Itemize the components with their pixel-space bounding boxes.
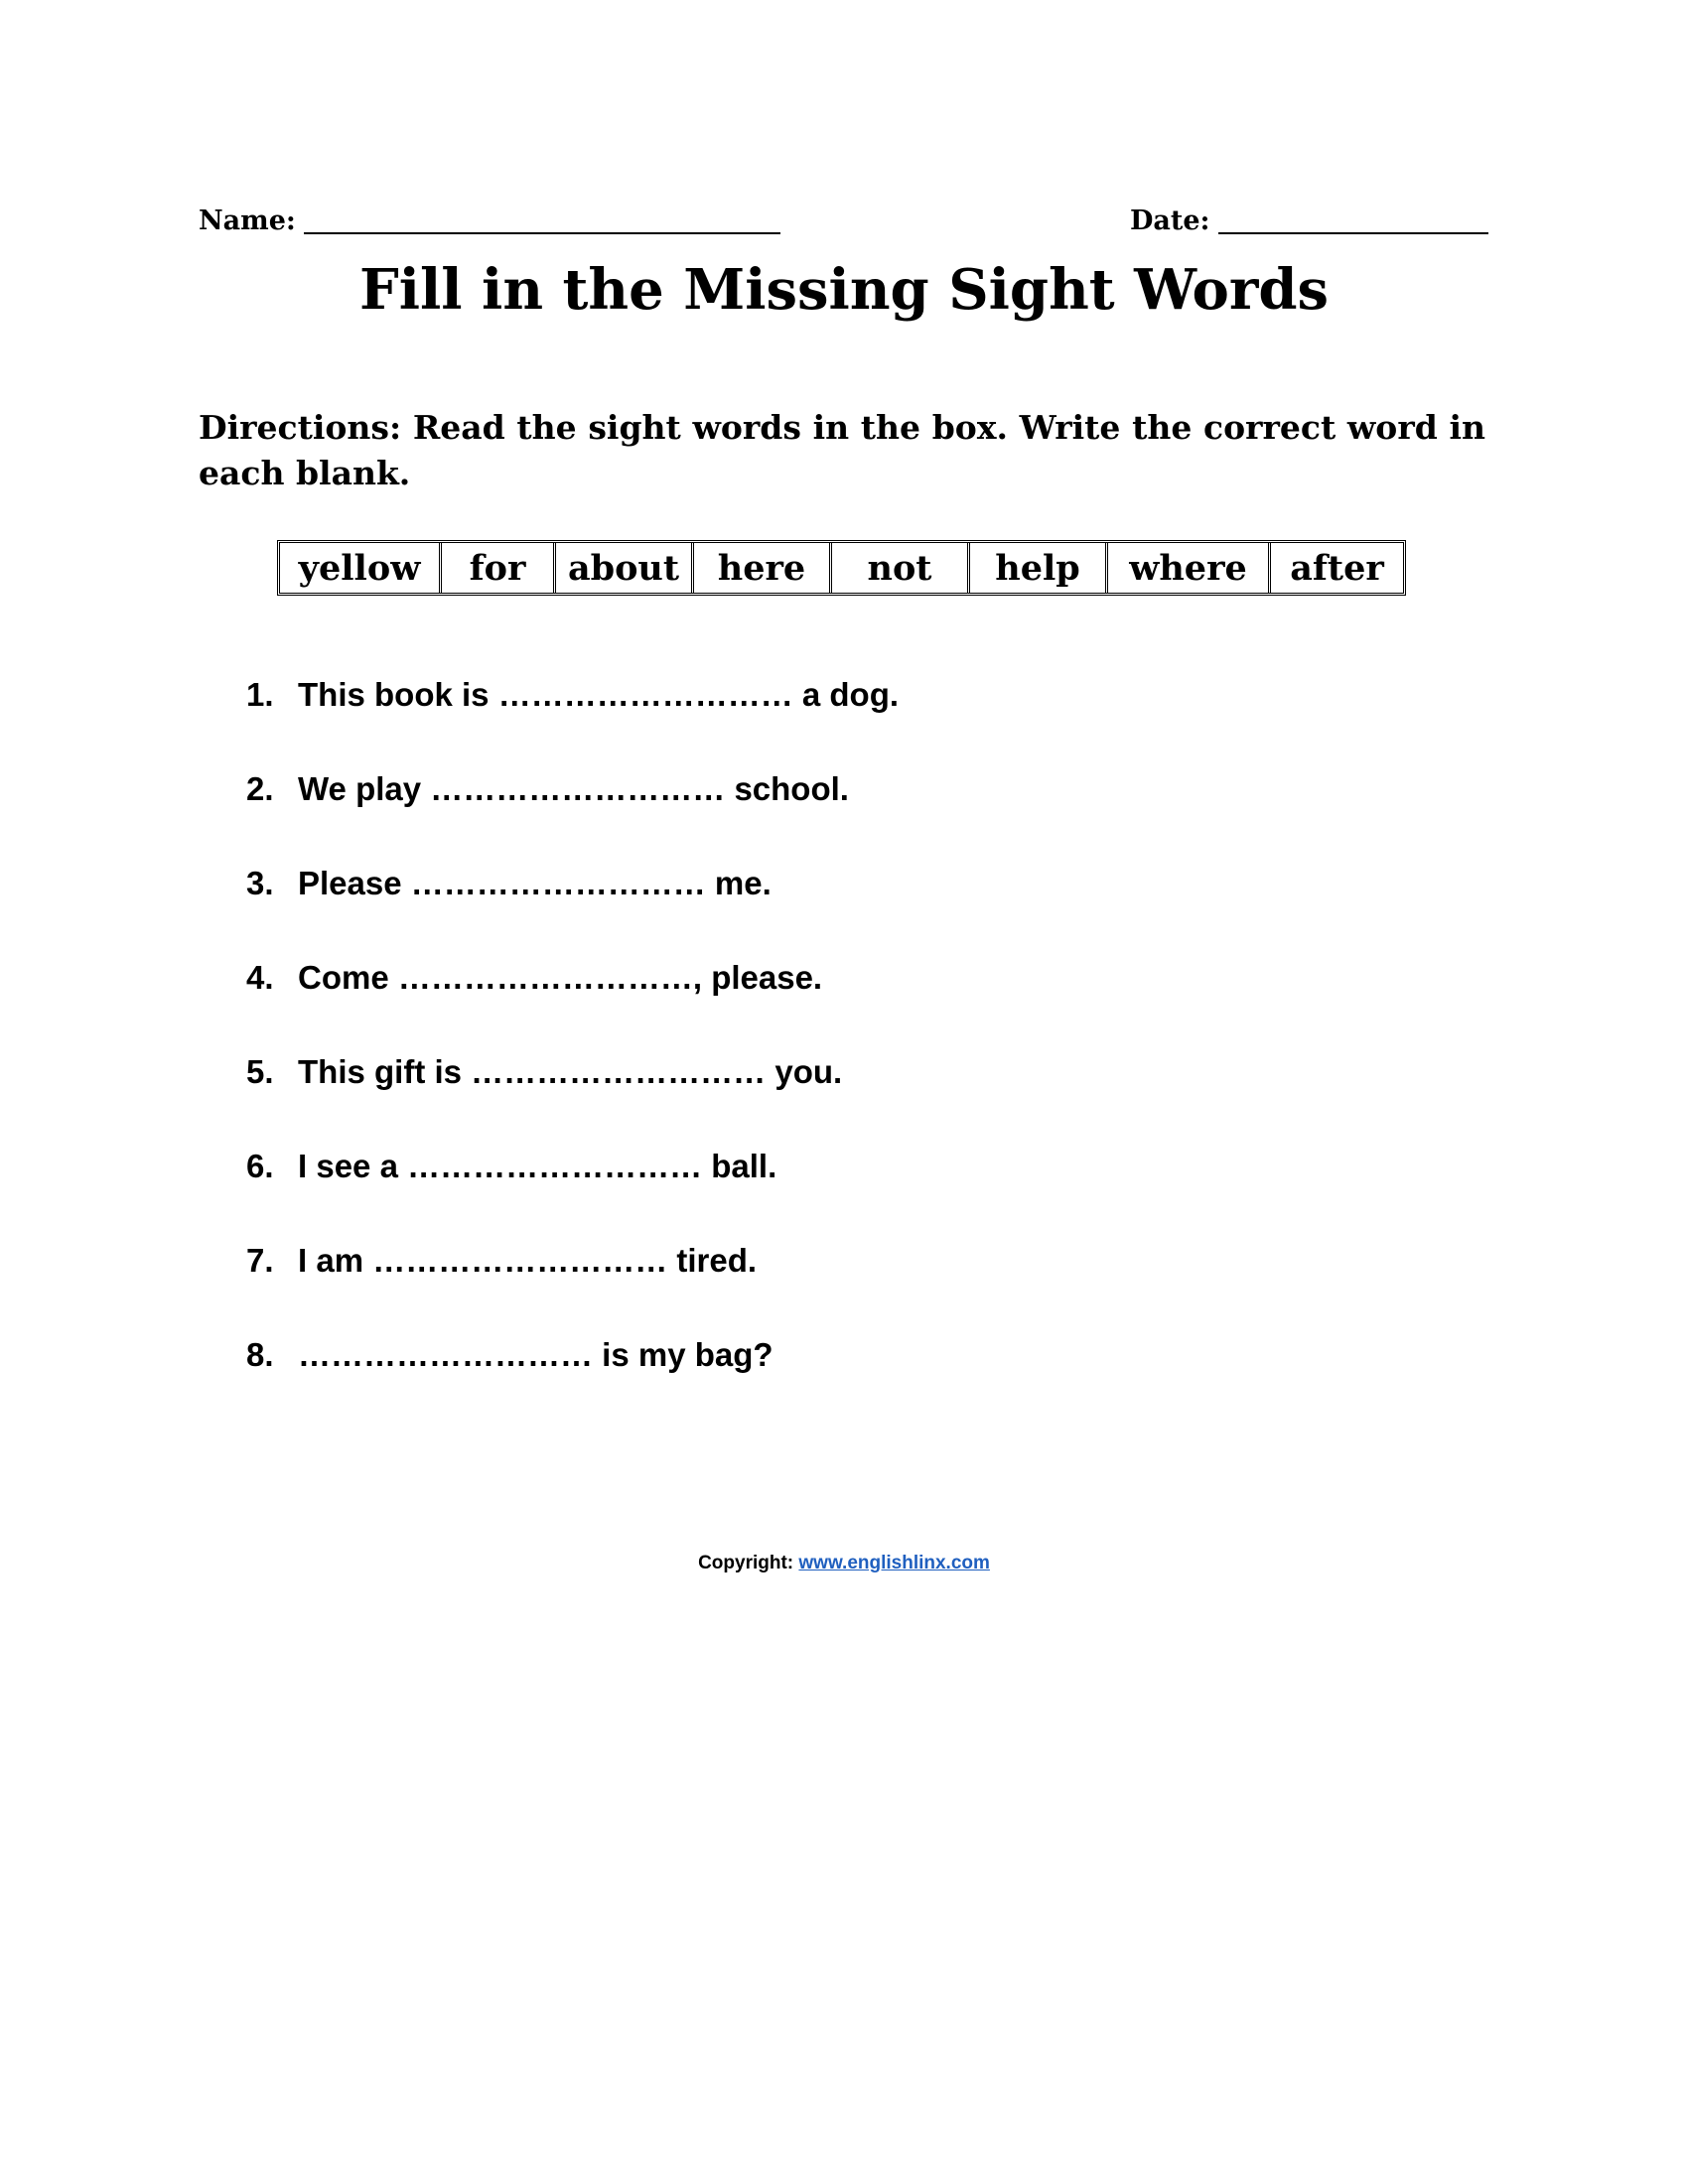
question-number: 5.: [246, 1053, 274, 1090]
date-field: [1130, 201, 1488, 234]
word-bank-box: [277, 540, 1406, 596]
date-label: Date:: [1130, 205, 1210, 236]
question-number: 1.: [246, 676, 274, 713]
copyright-label: Copyright:: [698, 1553, 794, 1573]
question-item: [246, 675, 1338, 769]
question-text: Please ……………………… me.: [298, 865, 772, 901]
question-item: [246, 769, 1338, 864]
date-blank-line: [1218, 206, 1488, 234]
copyright-link[interactable]: www.englishlinx.com: [798, 1553, 990, 1573]
question-number: 4.: [246, 959, 274, 996]
question-number: 8.: [246, 1336, 274, 1373]
page-title: Fill in the Missing Sight Words: [358, 257, 1330, 323]
question-item: [246, 864, 1338, 958]
question-text: This book is ……………………… a dog.: [298, 676, 900, 713]
question-item: [246, 958, 1338, 1052]
copyright-footer: [0, 1553, 1688, 1574]
word-bank-cell: after: [1290, 547, 1384, 589]
word-bank-cell: for: [442, 543, 556, 593]
question-number: 6.: [246, 1148, 274, 1184]
question-number: 7.: [246, 1242, 274, 1279]
directions-text: Directions: Read the sight words in the box. Write the correct word in each blank.: [199, 408, 1485, 492]
word-bank-cell: yellow: [280, 543, 442, 593]
question-text: I see a ……………………… ball.: [298, 1148, 777, 1184]
question-item: [246, 1335, 1338, 1430]
question-item: [246, 1052, 1338, 1147]
word-bank-cell: where: [1108, 543, 1271, 593]
question-number: 3.: [246, 865, 274, 901]
name-field: [199, 201, 780, 234]
word-bank-cell: about: [556, 543, 694, 593]
question-text: I am ……………………… tired.: [298, 1242, 758, 1279]
question-text: This gift is ……………………… you.: [298, 1053, 843, 1090]
word-bank-cell: help: [970, 543, 1108, 593]
word-bank-cell: not: [832, 543, 970, 593]
name-label: Name:: [199, 205, 296, 236]
question-item: [246, 1241, 1338, 1335]
question-number: 2.: [246, 770, 274, 807]
question-text: Come ………………………, please.: [298, 959, 823, 996]
name-blank-line: [304, 206, 780, 234]
word-bank-cell: here: [694, 543, 832, 593]
question-item: [246, 1147, 1338, 1241]
question-text: ……………………… is my bag?: [298, 1336, 774, 1373]
question-text: We play ……………………… school.: [298, 770, 849, 807]
question-list: [246, 675, 1338, 1430]
